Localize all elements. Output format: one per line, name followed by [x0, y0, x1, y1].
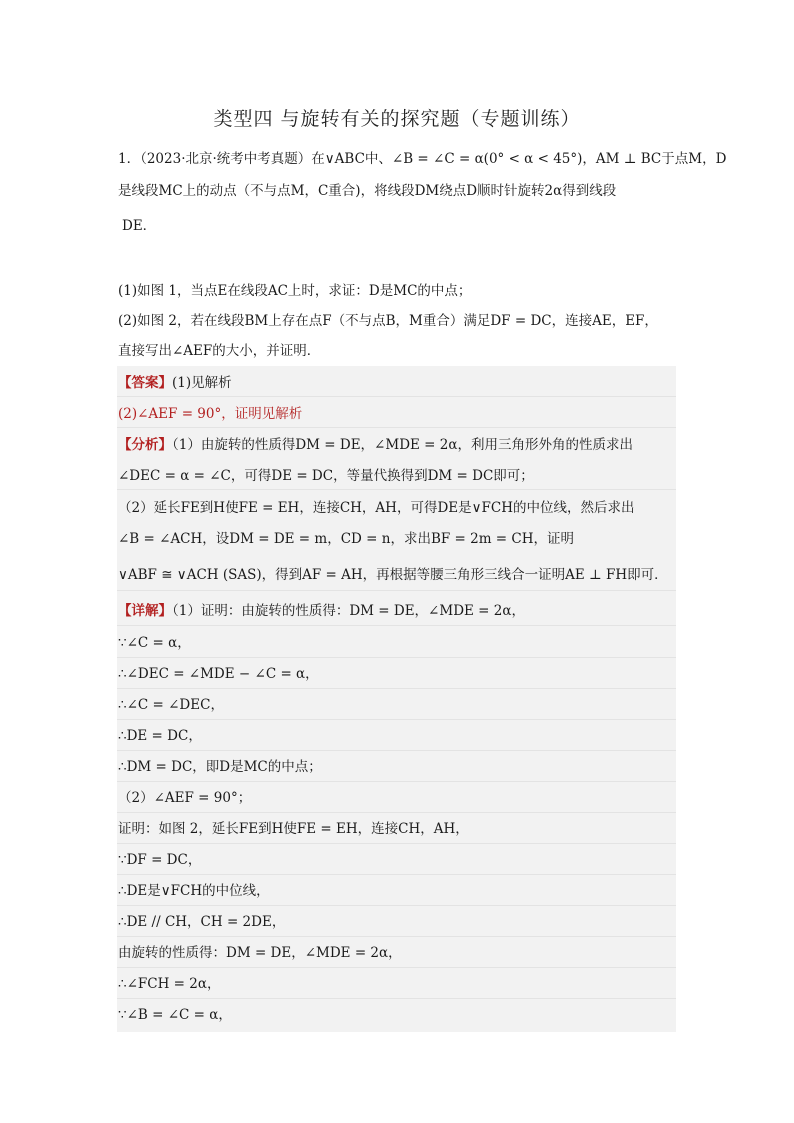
row-divider: [117, 843, 676, 844]
row-divider: [117, 781, 676, 782]
detail-line-14: ∵∠B = ∠C = α，: [118, 1007, 232, 1023]
detail-line-2: ∵∠C = α，: [118, 635, 191, 651]
row-divider: [117, 874, 676, 875]
answer-label: 【答案】: [118, 375, 172, 391]
detail-line-13: ∴∠FCH = 2α，: [118, 976, 221, 992]
analysis-line-4: ∠B = ∠ACH，设DM = DE = m，CD = n，求出BF = 2m = CH，证明: [118, 531, 575, 547]
row-divider: [117, 967, 676, 968]
detail-label: 【详解】: [118, 603, 172, 619]
detail-line-7: （2）∠AEF = 90°；: [118, 790, 252, 806]
row-divider: [117, 427, 676, 428]
question-part-1: (1)如图 1，当点E在线段AC上时，求证：D是MC的中点；: [118, 283, 472, 299]
detail-row-1: [118, 601, 525, 621]
question-part-2a: (2)如图 2，若在线段BM上存在点F（不与点B，M重合）满足DF = DC，连接AE，EF，: [118, 313, 658, 329]
question-line-1: 1．（2023·北京·统考中考真题）在∨ABC中、∠B = ∠C = α(0° < α < 45°)，AM ⊥ BC于点M，D: [118, 151, 727, 167]
row-divider: [117, 489, 676, 490]
detail-line-6: ∴DM = DC，即D是MC的中点；: [118, 759, 322, 775]
detail-line-12: 由旋转的性质得：DM = DE，∠MDE = 2α，: [118, 945, 402, 961]
analysis-line-5: ∨ABF ≅ ∨ACH (SAS)，得到AF = AH，再根据等腰三角形三线合一证明AE ⊥ FH即可．: [118, 567, 668, 583]
analysis-row-1: [118, 435, 633, 455]
detail-line-1: （1）证明：由旋转的性质得：DM = DE，∠MDE = 2α，: [172, 603, 525, 619]
row-divider: [117, 719, 676, 720]
answer-2: (2)∠AEF = 90°，证明见解析: [118, 406, 303, 422]
row-divider: [117, 750, 676, 751]
analysis-line-3: （2）延长FE到H使FE = EH，连接CH，AH，可得DE是∨FCH的中位线，然后求出: [118, 500, 635, 516]
page-title: 类型四 与旋转有关的探究题（专题训练）: [213, 108, 581, 130]
detail-line-8: 证明：如图 2，延长FE到H使FE = EH，连接CH，AH，: [118, 821, 469, 837]
analysis-line-2: ∠DEC = α = ∠C，可得DE = DC，等量代换得到DM = DC即可；: [118, 468, 534, 484]
analysis-label: 【分析】: [118, 437, 172, 453]
analysis-line-1: （1）由旋转的性质得DM = DE，∠MDE = 2α，利用三角形外角的性质求出: [172, 437, 633, 453]
row-divider: [117, 625, 676, 626]
question-line-2: 是线段MC上的动点（不与点M，C重合)，将线段DM绕点D顺时针旋转2α得到线段: [118, 183, 617, 199]
row-divider: [117, 657, 676, 658]
detail-line-9: ∵DF = DC，: [118, 852, 202, 868]
detail-line-10: ∴DE是∨FCH的中位线，: [118, 883, 270, 899]
detail-line-4: ∴∠C = ∠DEC，: [118, 697, 224, 713]
question-part-2b: 直接写出∠AEF的大小，并证明．: [118, 343, 321, 359]
row-divider: [117, 396, 676, 397]
row-divider: [117, 812, 676, 813]
question-line-3: DE．: [122, 218, 157, 234]
answer-row-1: [118, 373, 232, 393]
row-divider: [117, 936, 676, 937]
row-divider: [117, 905, 676, 906]
answer-1: (1)见解析: [172, 375, 232, 391]
row-divider: [117, 590, 676, 591]
row-divider: [117, 998, 676, 999]
row-divider: [117, 688, 676, 689]
detail-line-5: ∴DE = DC，: [118, 728, 202, 744]
detail-line-3: ∴∠DEC = ∠MDE − ∠C = α，: [118, 666, 319, 682]
detail-line-11: ∴DE // CH，CH = 2DE，: [118, 914, 286, 930]
